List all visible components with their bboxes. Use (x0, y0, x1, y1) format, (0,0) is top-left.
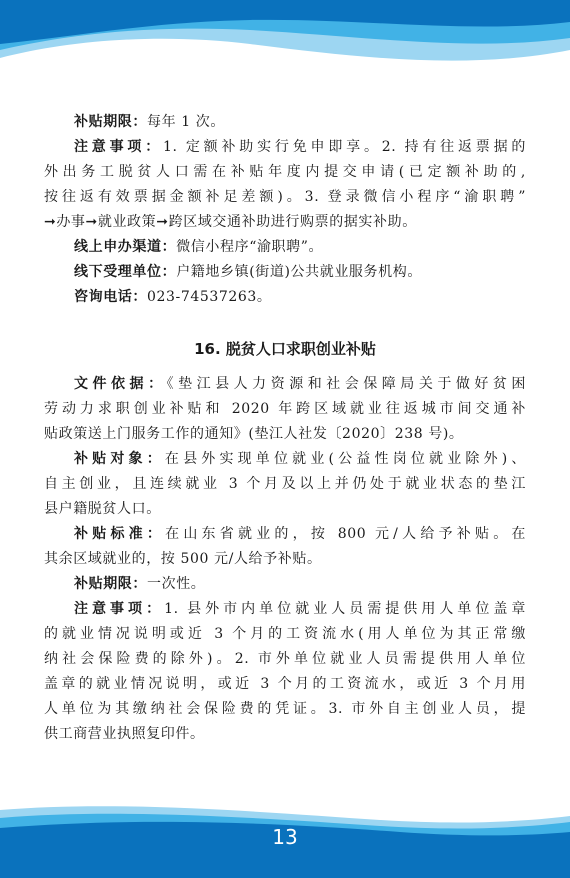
s1-period (44, 110, 526, 135)
s2-notes-line-5: 供工商营业执照复印件。 (44, 726, 205, 742)
s2-notes-label: 注意事项： (74, 601, 165, 617)
s2-target-line-0 (44, 447, 526, 472)
s2-standard-text-0: 在山东省就业的，按 800 元/人给予补贴。在 (165, 526, 527, 542)
s1-offline-value: 户籍地乡镇(街道)公共就业服务机构。 (176, 264, 422, 280)
s2-basis-line-2: 贴政策送上门服务工作的通知》(垫江人社发〔2020〕238 号)。 (44, 426, 464, 442)
section-title: 16. 脱贫人口求职创业补贴 (194, 340, 376, 358)
s2-basis-line-1: 劳动力求职创业补贴和 2020 年跨区域就业往返城市间交通补 (44, 401, 526, 417)
s1-notes-text-0: 1. 定额补助实行免申即享。2. 持有往返票据的 (163, 139, 527, 155)
s2-period-label: 补贴期限： (74, 576, 147, 592)
page-content (44, 110, 526, 747)
s1-phone-value: 023-74537263。 (147, 289, 272, 305)
s2-notes-line-0 (44, 597, 526, 622)
s2-notes-text-0: 1. 县外市内单位就业人员需提供用人单位盖章 (164, 601, 527, 617)
s1-offline (44, 260, 526, 285)
s2-basis-line-0 (44, 372, 526, 397)
s1-phone (44, 285, 526, 310)
s2-period-value: 一次性。 (147, 576, 206, 592)
s2-target-line-2: 县户籍脱贫人口。 (44, 501, 161, 517)
s1-notes-line-1: 外出务工脱贫人口需在补贴年度内提交申请(已定额补助的, (44, 164, 526, 180)
s1-online (44, 235, 526, 260)
s2-target-text-0: 在县外实现单位就业(公益性岗位就业除外)、 (164, 451, 527, 467)
s1-period-label: 补贴期限： (74, 114, 147, 130)
s2-period (44, 572, 526, 597)
s2-target-label: 补贴对象： (74, 451, 165, 467)
s2-standard-line-0 (44, 522, 526, 547)
header-wave-decoration (0, 0, 570, 80)
s1-notes-line-3: ➞办事➞就业政策➞跨区域交通补助进行购票的据实补助。 (44, 214, 417, 230)
s1-notes-line-2: 按往返有效票据金额补足差额)。3. 登录微信小程序“渝职聘” (44, 189, 526, 205)
s1-online-label: 线上申办渠道： (74, 239, 177, 255)
s2-notes-line-1: 的就业情况说明或近 3 个月的工资流水(用人单位为其正常缴 (44, 626, 526, 642)
s1-notes-line-0 (44, 135, 526, 160)
s1-phone-label: 咨询电话： (74, 289, 147, 305)
s2-notes-line-3: 盖章的就业情况说明，或近 3 个月的工资流水，或近 3 个月用 (44, 676, 526, 692)
s1-online-value: 微信小程序“渝职聘”。 (176, 239, 324, 255)
s1-period-value: 每年 1 次。 (147, 114, 226, 130)
page-number: 13 (272, 825, 298, 849)
s2-notes-line-2: 纳社会保险费的除外)。2. 市外单位就业人员需提供用人单位 (44, 651, 526, 667)
s1-offline-label: 线下受理单位： (74, 264, 177, 280)
s2-standard-line-1: 其余区域就业的，按 500 元/人给予补贴。 (44, 551, 322, 567)
s1-notes-label: 注意事项： (74, 139, 164, 155)
s2-target-line-1: 自主创业，且连续就业 3 个月及以上并仍处于就业状态的垫江 (44, 476, 526, 492)
s2-notes-line-4: 人单位为其缴纳社会保险费的凭证。3. 市外自主创业人员，提 (44, 701, 526, 717)
s2-basis-text-0: 《垫江县人力资源和社会保障局关于做好贫困 (166, 376, 527, 392)
s2-basis-label: 文件依据： (74, 376, 167, 392)
s2-standard-label: 补贴标准： (74, 526, 166, 542)
